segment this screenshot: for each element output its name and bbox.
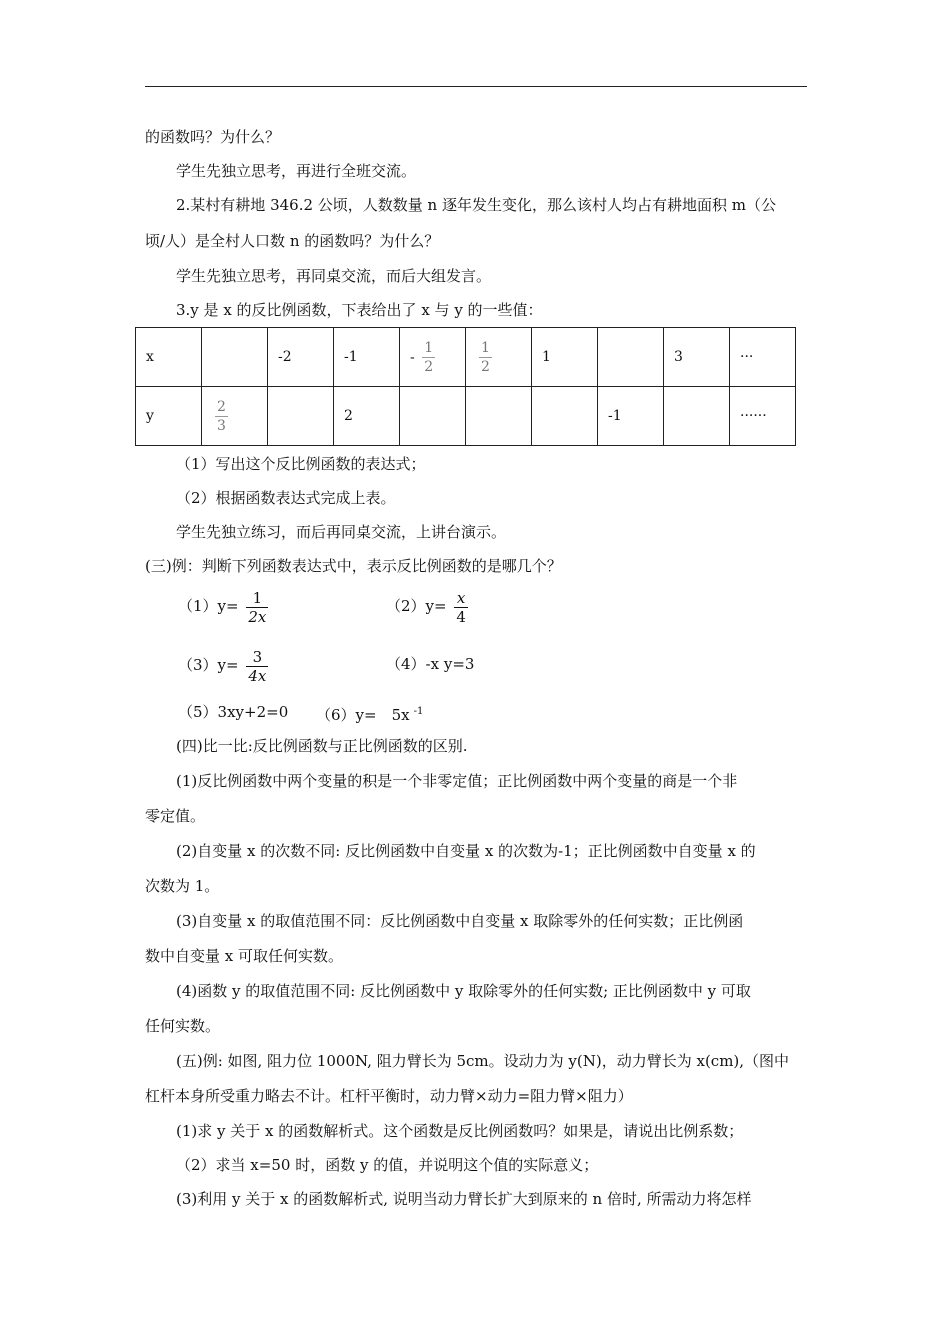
table-cell: x	[136, 328, 202, 387]
exponent: -1	[413, 706, 424, 717]
example-5: （5）3xy+2=0	[178, 703, 289, 721]
table-cell	[598, 328, 664, 387]
table-cell: -1	[334, 328, 400, 387]
text-line-15: 次数为 1。	[145, 877, 220, 895]
text-line-20: (五)例: 如图, 阻力位 1000N, 阻力臂长为 5cm。设动力为 y(N)，动力臂长为 x(cm),（图中	[176, 1052, 790, 1070]
example-3: （3）y= $\frac{3}{4x}$	[178, 647, 267, 685]
table-cell	[268, 387, 334, 446]
text-line-10: (三)例：判断下列函数表达式中，表示反比例函数的是哪几个？	[145, 557, 562, 575]
example-6: （6）y= 5x $^{-1}$	[316, 706, 424, 724]
text-line-7: （1）写出这个反比例函数的表达式；	[176, 455, 426, 473]
text-line-12: (1)反比例函数中两个变量的积是一个非零定值；正比例函数中两个变量的商是一个非	[176, 772, 738, 790]
text-line-19: 任何实数。	[145, 1017, 221, 1035]
fraction: $\frac{1}{2x}$	[248, 588, 267, 626]
table-cell: 2	[334, 387, 400, 446]
table-cell: 1	[532, 328, 598, 387]
header-rule	[145, 86, 807, 87]
text-line-24: (3)利用 y 关于 x 的函数解析式, 说明当动力臂长扩大到原来的 n 倍时, 所需动力将怎样	[176, 1190, 752, 1208]
table-cell	[400, 328, 466, 387]
table-row-x	[136, 328, 796, 387]
text-line-11: (四)比一比:反比例函数与正比例函数的区别.	[176, 737, 468, 755]
text-line-16: (3)自变量 x 的取值范围不同：反比例函数中自变量 x 取除零外的任何实数；正比例函	[176, 912, 744, 930]
text-line-5: 学生先独立思考，再同桌交流，而后大组发言。	[176, 267, 492, 285]
table-cell: -2	[268, 328, 334, 387]
fraction: $\frac{1}{2}$	[481, 339, 490, 375]
text-line-2: 学生先独立思考，再进行全班交流。	[176, 162, 417, 180]
text-line-1: 的函数吗？为什么？	[145, 128, 281, 146]
text-line-8: （2）根据函数表达式完成上表。	[176, 489, 396, 507]
example-4: （4）-x y=3	[386, 655, 475, 673]
text-line-21: 杠杆本身所受重力略去不计。杠杆平衡时，动力臂×动力=阻力臂×阻力）	[145, 1087, 633, 1105]
text-line-14: (2)自变量 x 的次数不同: 反比例函数中自变量 x 的次数为-1；正比例函数中自变量 x 的	[176, 842, 756, 860]
text-line-13: 零定值。	[145, 807, 206, 825]
text-line-17: 数中自变量 x 可取任何实数。	[145, 947, 343, 965]
fraction: $\frac{3}{4x}$	[248, 647, 267, 685]
example-1: （1）y= $\frac{1}{2x}$	[178, 588, 267, 626]
minus-sign: -	[410, 349, 415, 365]
table-cell: ······	[730, 387, 796, 446]
example-2: （2）y= $\frac{x}{4}$	[386, 588, 466, 626]
fraction: $\frac{1}{2}$	[424, 339, 434, 375]
fraction: $\frac{2}{3}$	[217, 398, 226, 434]
table-cell: ···	[730, 328, 796, 387]
table-cell	[664, 387, 730, 446]
table-cell	[466, 328, 532, 387]
table-cell: y	[136, 387, 202, 446]
table-cell	[400, 387, 466, 446]
text-line-22: (1)求 y 关于 x 的函数解析式。这个函数是反比例函数吗？如果是，请说出比例系数；	[176, 1122, 744, 1140]
text-line-4: 顷/人）是全村人口数 n 的函数吗？为什么？	[145, 232, 440, 250]
table-cell: -1	[598, 387, 664, 446]
table-cell	[202, 328, 268, 387]
table-cell	[532, 387, 598, 446]
fraction: $\frac{x}{4}$	[456, 588, 466, 626]
text-line-6: 3.y 是 x 的反比例函数，下表给出了 x 与 y 的一些值：	[176, 301, 543, 319]
table-cell	[466, 387, 532, 446]
table-row-y	[136, 387, 796, 446]
text-line-23: （2）求当 x=50 时，函数 y 的值，并说明这个值的实际意义；	[176, 1156, 599, 1174]
text-line-18: (4)函数 y 的取值范围不同: 反比例函数中 y 取除零外的任何实数; 正比例函数中 y 可取	[176, 982, 751, 1000]
xy-value-table	[135, 327, 796, 446]
text-line-3: 2.某村有耕地 346.2 公顷，人数数量 n 逐年发生变化，那么该村人均占有耕地面积 m（公	[176, 196, 776, 214]
text-line-9: 学生先独立练习，而后再同桌交流，上讲台演示。	[176, 523, 507, 541]
table-cell	[202, 387, 268, 446]
table-cell: 3	[664, 328, 730, 387]
